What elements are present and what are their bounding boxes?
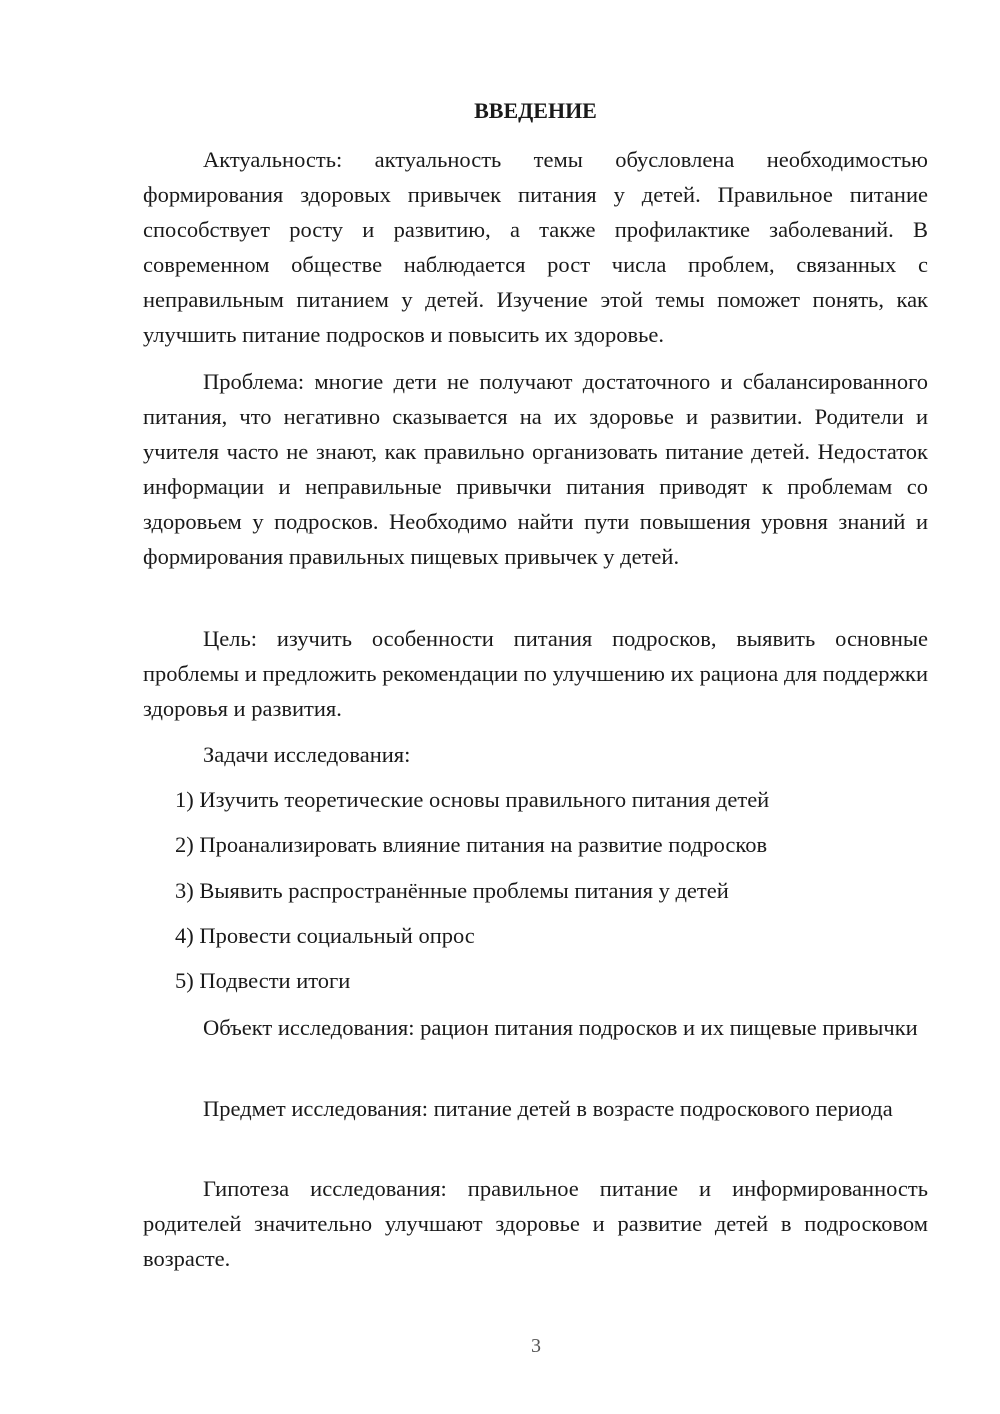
task-item-2: 2) Проанализировать влияние питания на развитие подросков bbox=[175, 832, 768, 857]
page-number: 3 bbox=[531, 1335, 541, 1357]
tasks-heading: Задачи исследования: bbox=[203, 742, 411, 767]
document-title: ВВЕДЕНИЕ bbox=[474, 98, 597, 123]
paragraph-relevance: Актуальность: актуальность темы обусловлена необходимостью формирования здоровых привычек питания у детей. Правильное питание способствует росту и развитию, а также профилактике заболеваний. В современном обществе наблюдается рост числа проблем, связанных с неправильным питанием у детей. Изучение этой темы поможет понять, как улучшить питание подросков и повысить их здоровье. bbox=[143, 147, 928, 347]
task-item-5: 5) Подвести итоги bbox=[175, 968, 351, 993]
task-item-3: 3) Выявить распространённые проблемы питания у детей bbox=[175, 878, 729, 903]
paragraph-goal: Цель: изучить особенности питания подросков, выявить основные проблемы и предложить рекомендации по улучшению их рациона для поддержки здоровья и развития. bbox=[143, 626, 928, 721]
task-item-1: 1) Изучить теоретические основы правильного питания детей bbox=[175, 787, 770, 812]
paragraph-hypothesis: Гипотеза исследования: правильное питание и информированность родителей значительно улучшают здоровье и развитие детей в подросковом возрасте. bbox=[143, 1176, 928, 1271]
task-item-4: 4) Провести социальный опрос bbox=[175, 923, 475, 948]
paragraph-problem: Проблема: многие дети не получают достаточного и сбалансированного питания, что негативно сказывается на их здоровье и развитии. Родители и учителя часто не знают, как правильно организовать питание детей. Недостаток информации и неправильные привычки питания приводят к проблемам со здоровьем у подросков. Необходимо найти пути повышения уровня знаний и формирования правильных пищевых привычек у детей. bbox=[143, 369, 928, 569]
paragraph-subject: Предмет исследования: питание детей в возрасте подроскового периода bbox=[203, 1096, 893, 1121]
paragraph-object: Объект исследования: рацион питания подросков и их пищевые привычки bbox=[203, 1015, 918, 1040]
